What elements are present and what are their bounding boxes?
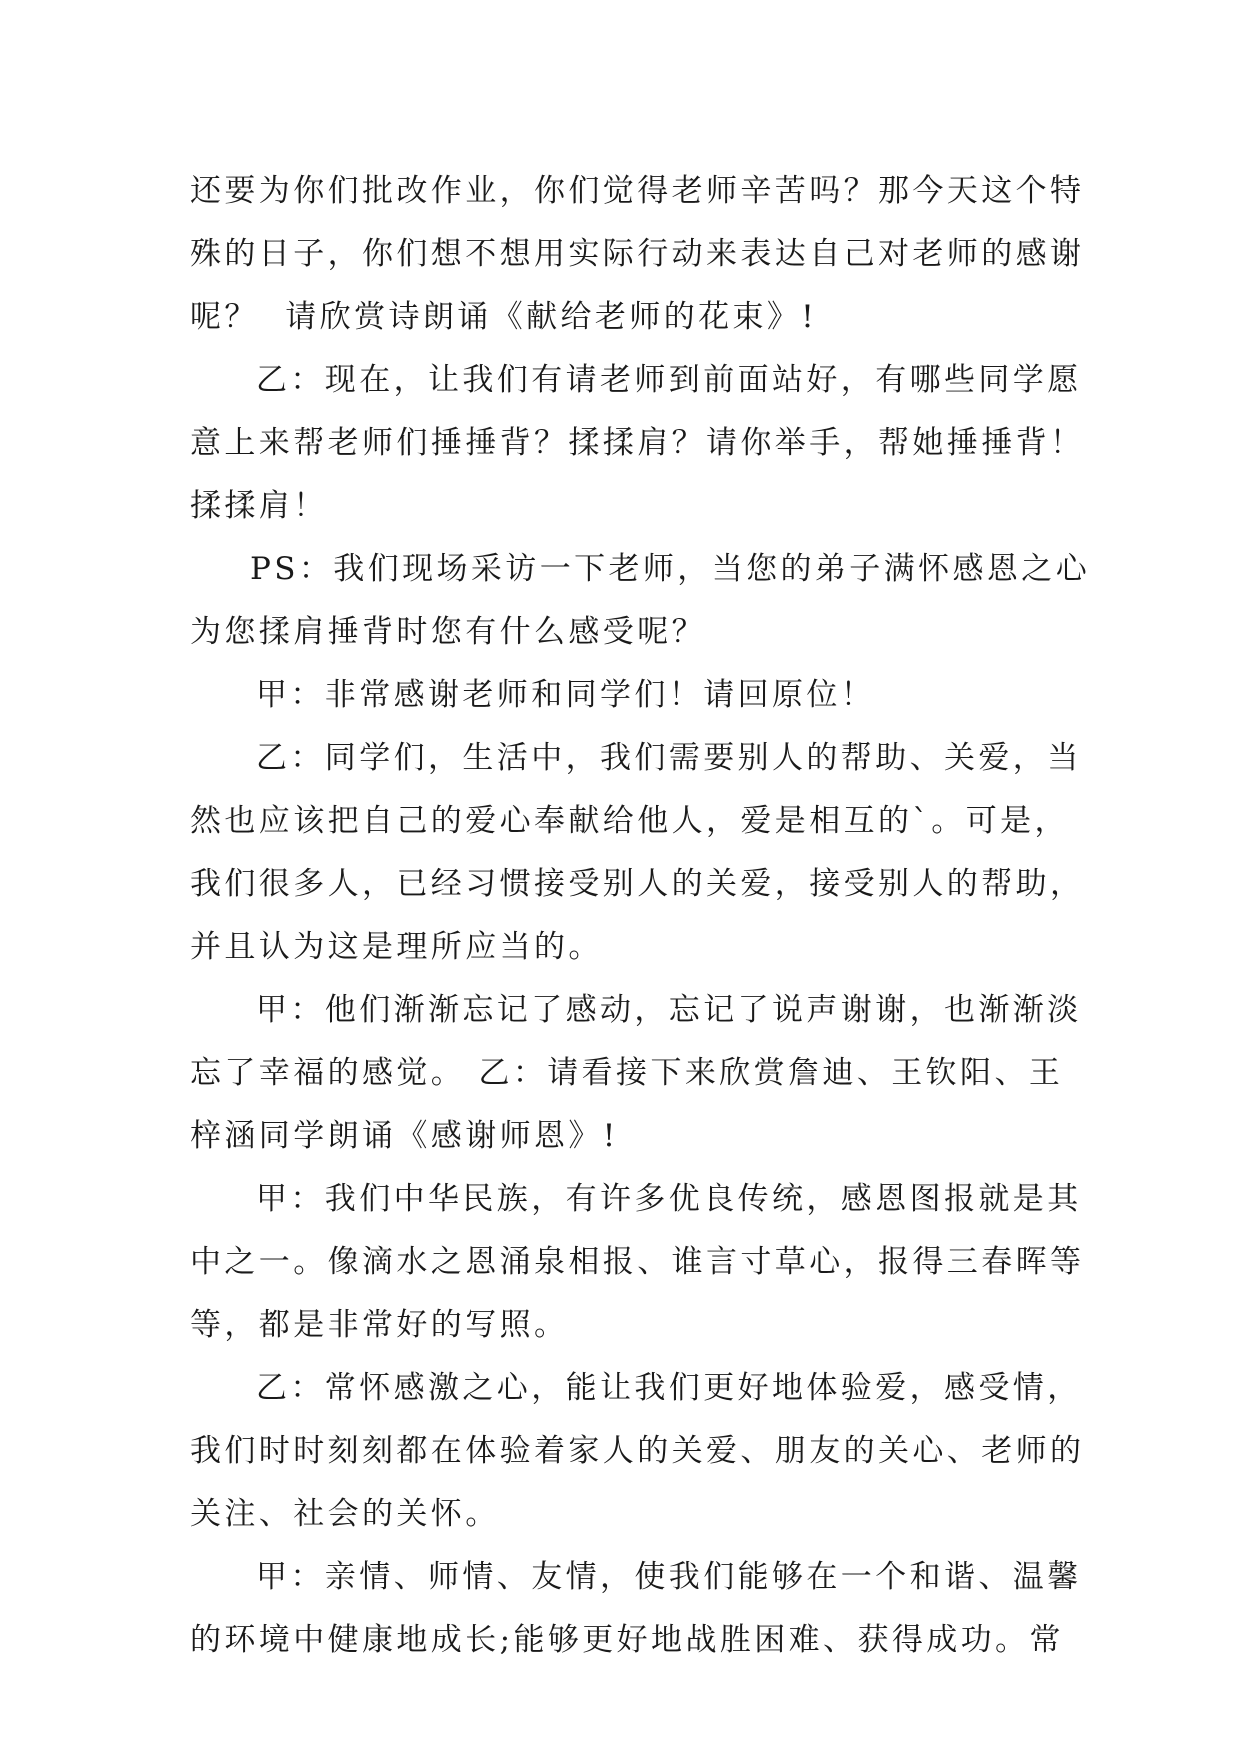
text-line: 然也应该把自己的爱心奉献给他人，爱是相互的`。可是， bbox=[190, 803, 1069, 839]
text-line: 梓涵同学朗诵《感谢师恩》! bbox=[190, 1118, 619, 1154]
text-line: 为您揉肩捶背时您有什么感受呢？ bbox=[190, 614, 706, 650]
text-line: 揉揉肩！ bbox=[190, 488, 328, 524]
paragraph-start-line: 甲：他们渐渐忘记了感动，忘记了说声谢谢，也渐渐淡 bbox=[256, 992, 1082, 1028]
paragraph-start-line: 乙：同学们，生活中，我们需要别人的帮助、关爱，当 bbox=[256, 740, 1082, 776]
paragraph-start-line: 乙：常怀感激之心，能让我们更好地体验爱，感受情， bbox=[256, 1370, 1082, 1406]
text-line: 的环境中健康地成长;能够更好地战胜困难、获得成功。常 bbox=[190, 1622, 1064, 1658]
text-line: 意上来帮老师们捶捶背？揉揉肩？请你举手，帮她捶捶背！ bbox=[190, 425, 1085, 461]
text-line: 关注、社会的关怀。 bbox=[190, 1496, 500, 1532]
text-line: 呢？ 请欣赏诗朗诵《献给老师的花束》! bbox=[190, 299, 818, 335]
paragraph-start-line: 甲：我们中华民族，有许多优良传统，感恩图报就是其 bbox=[256, 1181, 1082, 1217]
text-line: 我们很多人，已经习惯接受别人的关爱，接受别人的帮助， bbox=[190, 866, 1085, 902]
text-line: 殊的日子，你们想不想用实际行动来表达自己对老师的感谢 bbox=[190, 236, 1085, 272]
text-line: 中之一。像滴水之恩涌泉相报、谁言寸草心，报得三春晖等 bbox=[190, 1244, 1085, 1280]
text-line: 还要为你们批改作业，你们觉得老师辛苦吗？那今天这个特 bbox=[190, 173, 1085, 209]
text-line: 等，都是非常好的写照。 bbox=[190, 1307, 569, 1343]
text-line: 忘了幸福的感觉。 乙：请看接下来欣赏詹迪、王钦阳、王 bbox=[190, 1055, 1064, 1091]
paragraph-start-line: 乙：现在，让我们有请老师到前面站好，有哪些同学愿 bbox=[256, 362, 1082, 398]
text-line: 并且认为这是理所应当的。 bbox=[190, 929, 603, 965]
text-line: 我们时时刻刻都在体验着家人的关爱、朋友的关心、老师的 bbox=[190, 1433, 1085, 1469]
paragraph-start-line: 甲：非常感谢老师和同学们！请回原位！ bbox=[256, 677, 876, 713]
paragraph-start-line: PS：我们现场采访一下老师，当您的弟子满怀感恩之心 bbox=[250, 551, 1091, 587]
document-body bbox=[190, 160, 1091, 1672]
paragraph-start-line: 甲：亲情、师情、友情，使我们能够在一个和谐、温馨 bbox=[256, 1559, 1082, 1595]
